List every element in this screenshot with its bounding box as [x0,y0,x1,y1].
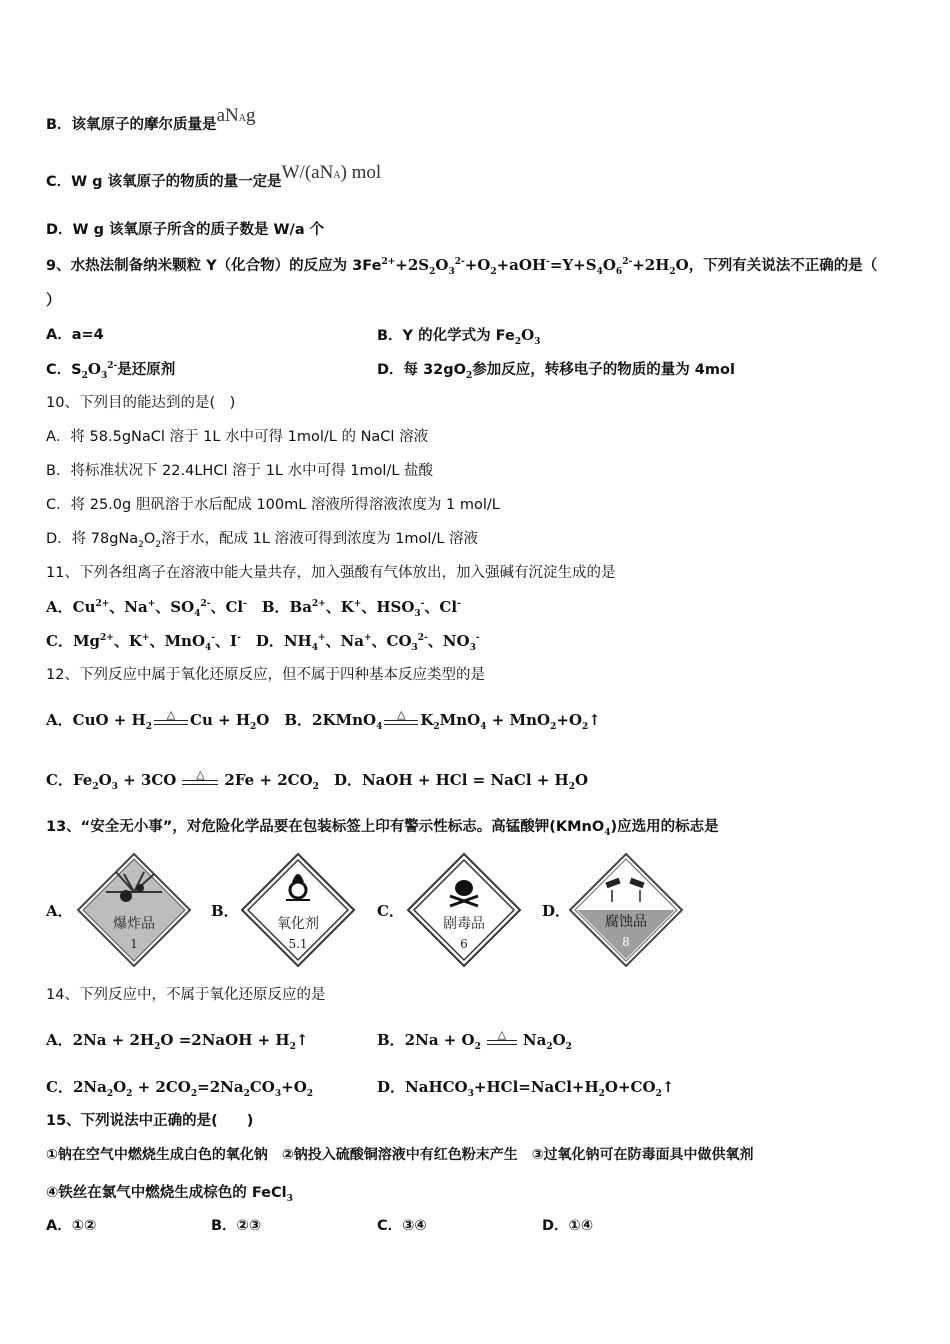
q8-option-c: C．W g 该氧原子的物质的量一定是W/(aNA) mol [46,162,382,190]
q15-statements-line1: ①钠在空气中燃烧生成白色的氧化钠 ②钠投入硫酸铜溶液中有红色粉末产生 ③过氧化钠可在防毒面具中做供氧剂 [46,1147,754,1163]
q9-stem: 9、水热法制备纳米颗粒 Y（化合物）的反应为 $3Fe^{2+}+2S_2O_3^{2-}+O_2+aOH^-=Y+S_4O_6^{2-}+2H_2O$，下列有关说法不正确的是（ [46,256,878,277]
heat-arrow-icon: △ [154,714,188,728]
q14-option-a: A．$2Na + 2H_2O$ =2NaOH + $H_2↑$ [46,1031,309,1052]
q14-option-b: B．$2Na + O_2$ △ $Na_2O_2$ [377,1028,572,1052]
sign-number: 8 [622,935,630,949]
q15-option-d: D．①④ [542,1218,594,1234]
q11-stem: 11、下列各组离子在溶液中能大量共存，加入强酸有气体放出，加入强碱有沉淀生成的是 [46,565,616,581]
q15-option-a: A．①② [46,1218,97,1234]
q13-option-c-letter: C． [377,902,404,920]
q9-option-b: B．Y 的化学式为 $Fe_2O_3$ [377,326,541,347]
sign-label: 氧化剂 [277,916,319,932]
q15-option-b: B．②③ [211,1218,262,1234]
q9-option-a: A．a=4 [46,327,104,343]
q14-stem: 14、下列反应中，不属于氧化还原反应的是 [46,987,326,1003]
sign-label: 爆炸品 [113,916,155,932]
corrosive-sign-icon [568,852,684,968]
heat-arrow-icon: △ [384,714,418,728]
q9-stem-paren: ） [46,293,61,309]
q14-option-c: C．$2Na_2O_2 + 2CO_2=2Na_2CO_3+O_2$ [46,1078,314,1099]
q9-option-d: D．每 $32gO_2$参加反应，转移电子的物质的量为 4mol [377,362,735,381]
q10-option-c: C．将 25.0g 胆矾溶于水后配成 100mL 溶液所得溶液浓度为 1 mol/L [46,497,500,513]
q12-options-cd: C．$Fe_2O_3 + 3CO$ △ $2Fe + 2CO_2$ D．NaOH + HCl = NaCl + $H_2O$ [46,768,589,792]
explosive-sign-icon [76,852,192,968]
heat-arrow-icon: △ [487,1034,517,1048]
q12-stem: 12、下列反应中属于氧化还原反应，但不属于四种基本反应类型的是 [46,667,485,683]
q10-option-d: D．将 $78gNa_2O_2$溶于水，配成 1L 溶液可得到浓度为 1mol/L 溶液 [46,531,479,550]
q11-options-cd: C．$Mg^{2+}$、K+、MnO$_4$-、I- D．$NH_4^+$、Na+、$CO_3^{2-}$、$NO_3^-$ [46,632,480,653]
q8-option-d: D．W g 该氧原子所含的质子数是 W/a 个 [46,222,325,238]
q15-stem: 15、下列说法中正确的是( ) [46,1113,254,1129]
q10-option-a: A．将 58.5gNaCl 溶于 1L 水中可得 1mol/L 的 NaCl 溶液 [46,429,429,445]
sign-number: 1 [130,937,138,951]
q15-option-c: C．③④ [377,1218,427,1234]
q11-options-ab: A．$Cu^{2+}$、Na+、$SO_4^{2-}$、Cl- B．$Ba^{2+}$、K+、$HSO_3^-$、Cl- [46,598,461,619]
sign-number: 5.1 [288,937,308,951]
q8-option-b: B．该氧原子的摩尔质量是aNAg [46,105,256,133]
q9-option-c: C．$S_2O_3^{2-}$是还原剂 [46,360,176,381]
heat-arrow-icon: △ [182,774,218,788]
q13-option-d-letter: D． [542,902,571,920]
sign-label: 腐蚀品 [605,914,647,930]
q14-option-d: D．$NaHCO_3+HCl=NaCl+H_2O+CO_2↑$ [377,1078,675,1099]
q10-stem: 10、下列目的能达到的是( ) [46,395,236,411]
q13-option-a-letter: A． [46,902,73,920]
q15-statements-line2: ④铁丝在氯气中燃烧生成棕色的 FeCl$_3$ [46,1185,293,1204]
q13-stem: 13、“安全无小事”，对危险化学品要在包装标签上印有警示性标志。高锰酸钾(KMnO$_4$)应选用的标志是 [46,819,719,838]
q13-option-b-letter: B． [211,902,239,920]
sign-number: 6 [460,937,468,951]
q12-options-ab: A．CuO + $H_2$ △ $Cu + H_2O$ B．2KMnO$_4$ △ $K_2MnO_4$ + $MnO_2+O_2↑$ [46,708,601,732]
oxidizer-sign-icon [240,852,356,968]
toxic-sign-icon [406,852,522,968]
q10-option-b: B．将标准状况下 22.4LHCl 溶于 1L 水中可得 1mol/L 盐酸 [46,463,434,479]
sign-label: 剧毒品 [443,916,485,932]
